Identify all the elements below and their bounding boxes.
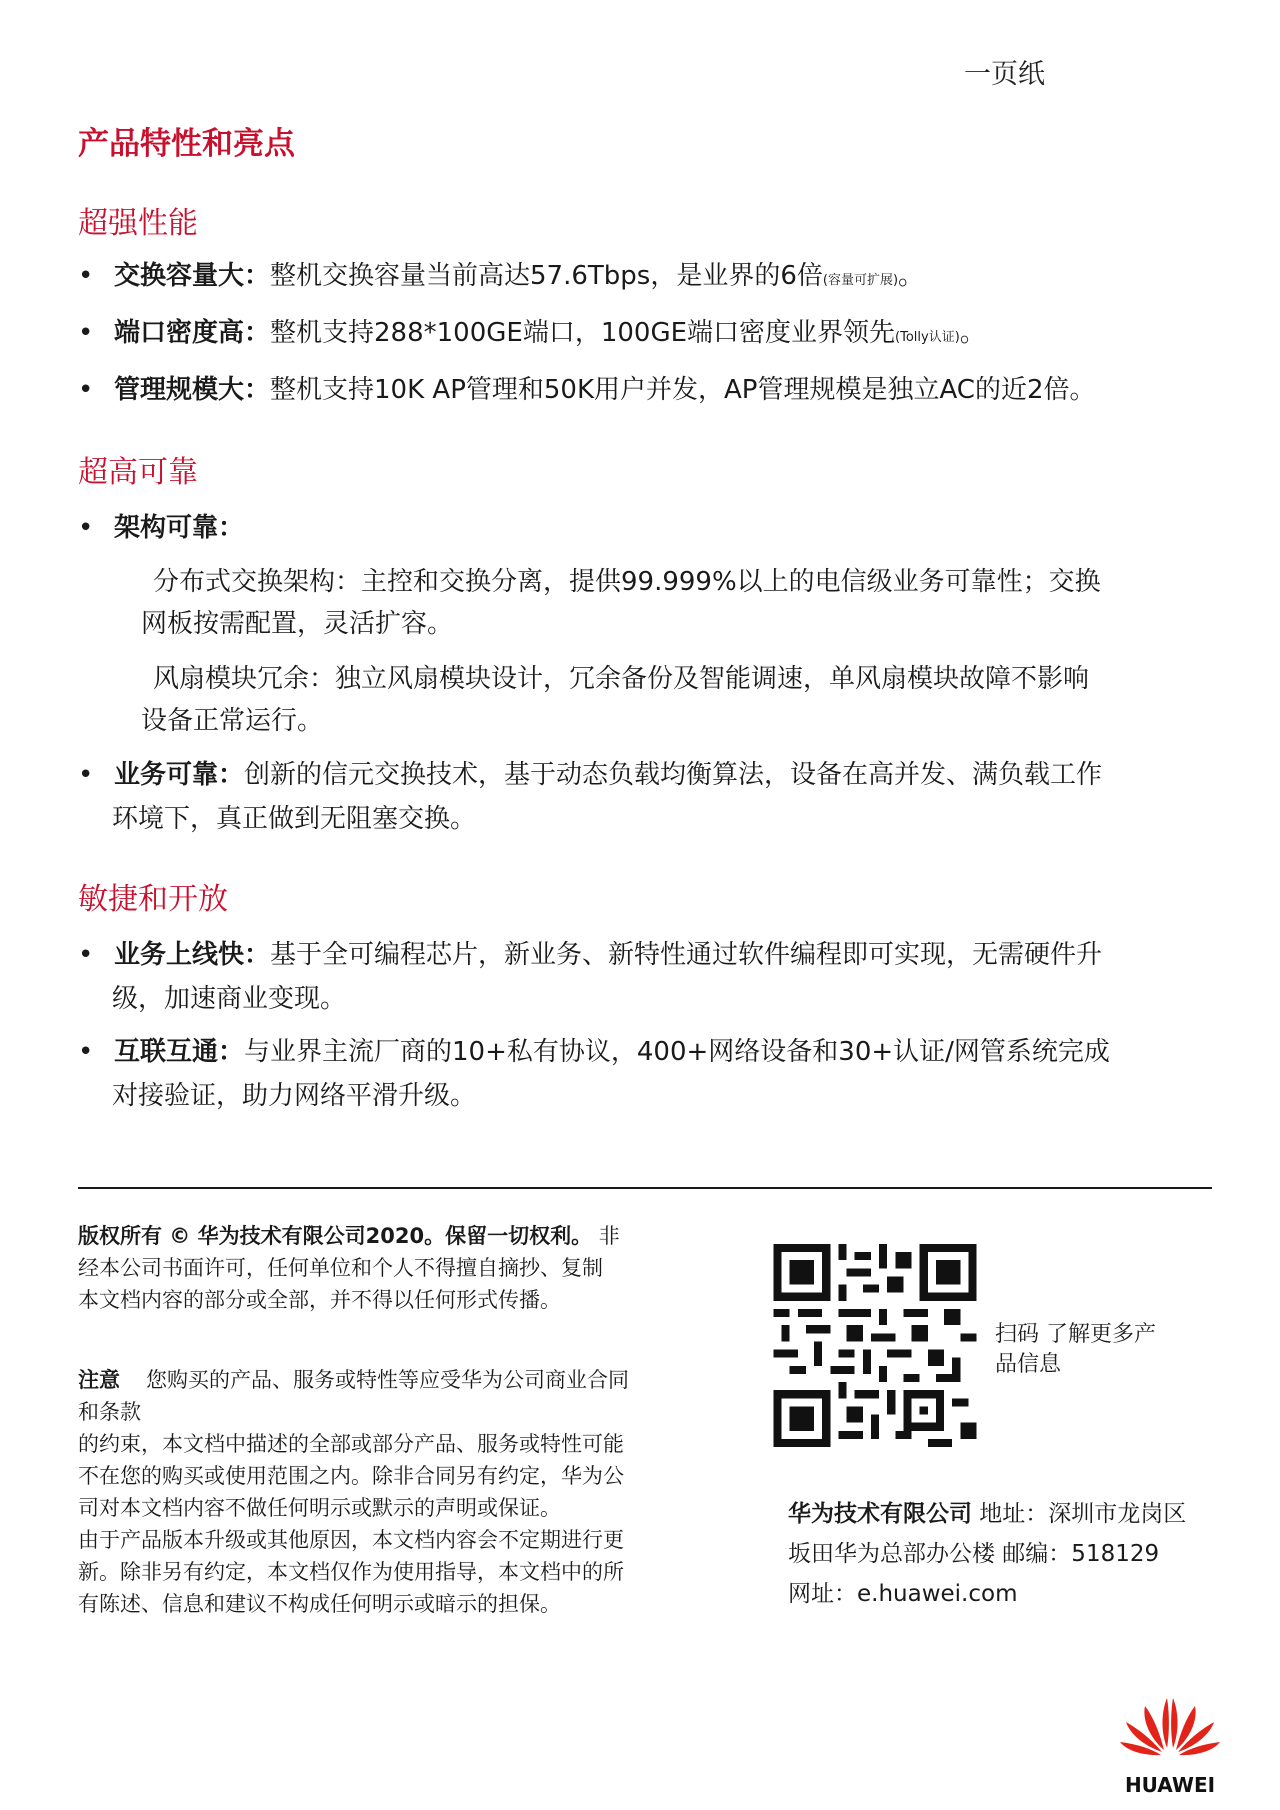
notice-line: 您购买的产品、服务或特性等应受华为公司商业合同 [146,1368,629,1392]
notice-line: 由于产品版本升级或其他原因，本文档内容会不定期进行更 [78,1528,624,1552]
copyright-line: 经本公司书面许可，任何单位和个人不得擅自摘抄、复制 [78,1256,603,1280]
item-label: 业务可靠： [114,760,245,790]
page-type-tag: 一页纸 [964,59,1045,90]
bullet-icon: • [78,760,94,790]
list-item [78,753,1208,841]
company-name: 华为技术有限公司 [788,1501,972,1527]
section-title-performance: 超强性能 [78,206,198,241]
qr-caption [995,1320,1195,1380]
item-end: 。 [959,318,986,348]
list-item [78,506,1208,550]
address-line: 地址：深圳市龙岗区 [972,1501,1187,1527]
item-label: 互联互通： [114,1037,245,1067]
huawei-logo-icon [1115,1688,1225,1798]
item-text: 整机交换容量当前高达57.6Tbps，是业界的6倍 [270,261,823,291]
sub-paragraph-line: 设备正常运行。 [141,706,324,736]
list-item [78,1030,1208,1118]
item-end: 。 [898,261,925,291]
bullet-icon: • [78,940,94,970]
item-text-continued: 环境下，真正做到无阻塞交换。 [112,804,477,834]
item-label: 端口密度高： [114,318,271,348]
sub-paragraph-line: 网板按需配置，灵活扩容。 [141,609,454,639]
footer-divider [78,1187,1212,1189]
list-item [78,933,1208,1021]
item-label: 业务上线快： [114,940,271,970]
section-title-agility: 敏捷和开放 [78,882,228,917]
notice-label: 注意 [78,1368,120,1392]
item-label: 交换容量大： [114,261,271,291]
notice-line: 不在您的购买或使用范围之内。除非合同另有约定，华为公 [78,1464,624,1488]
disclaimer-notice [78,1364,718,1620]
item-text: 基于全可编程芯片，新业务、新特性通过软件编程即可实现，无需硬件升 [270,940,1103,970]
notice-line: 的约束，本文档中描述的全部或部分产品、服务或特性可能 [78,1432,624,1456]
notice-line: 有陈述、信息和建议不构成任何明示或暗示的担保。 [78,1592,561,1616]
logo-wordmark: HUAWEI [1124,1773,1216,1797]
qr-caption-line: 品信息 [995,1352,1062,1377]
bullet-icon: • [78,375,94,405]
item-note: (Tolly认证) [895,330,960,345]
qr-caption-line: 扫码 了解更多产 [995,1322,1156,1347]
item-note: (容量可扩展) [822,273,899,288]
copyright-notice [78,1220,718,1316]
item-label: 管理规模大： [114,375,271,405]
notice-line: 和条款 [78,1400,141,1424]
list-item [78,311,1208,360]
list-item [78,368,1208,412]
address-line: 坂田华为总部办公楼 邮编：518129 [788,1541,1160,1567]
notice-line: 司对本文档内容不做任何明示或默示的声明或保证。 [78,1496,561,1520]
list-item [78,254,1208,303]
bullet-icon: • [78,318,94,348]
company-address [788,1494,1228,1614]
item-text: 整机支持10K AP管理和50K用户并发，AP管理规模是独立AC的近2倍。 [270,375,1096,405]
copyright-line: 本文档内容的部分或全部，并不得以任何形式传播。 [78,1288,561,1312]
item-text: 整机支持288*100GE端口，100GE端口密度业界领先 [270,318,896,348]
copyright-line: 非 [592,1224,620,1248]
page-title: 产品特性和亮点 [78,126,295,162]
sub-paragraph [141,658,1205,742]
sub-paragraph-line: 分布式交换架构：主控和交换分离，提供99.999%以上的电信级业务可靠性；交换 [153,567,1101,597]
website-link[interactable]: 网址：e.huawei.com [788,1581,1018,1607]
item-text: 与业界主流厂商的10+私有协议，400+网络设备和30+认证/网管系统完成 [244,1037,1110,1067]
item-text: 创新的信元交换技术，基于动态负载均衡算法，设备在高并发、满负载工作 [244,760,1103,790]
item-text-continued: 对接验证，助力网络平滑升级。 [112,1081,477,1111]
copyright-bold: 版权所有 © 华为技术有限公司2020。保留一切权利。 [78,1224,593,1248]
item-text-continued: 级，加速商业变现。 [112,984,347,1014]
sub-paragraph [141,561,1205,645]
notice-line: 新。除非另有约定，本文档仅作为使用指导，本文档中的所 [78,1560,624,1584]
item-label: 架构可靠： [114,513,245,543]
bullet-icon: • [78,1037,94,1067]
qr-code-icon [770,1244,980,1447]
sub-paragraph-line: 风扇模块冗余：独立风扇模块设计，冗余备份及智能调速，单风扇模块故障不影响 [153,664,1090,694]
bullet-icon: • [78,261,94,291]
bullet-icon: • [78,513,94,543]
section-title-reliability: 超高可靠 [78,455,198,490]
